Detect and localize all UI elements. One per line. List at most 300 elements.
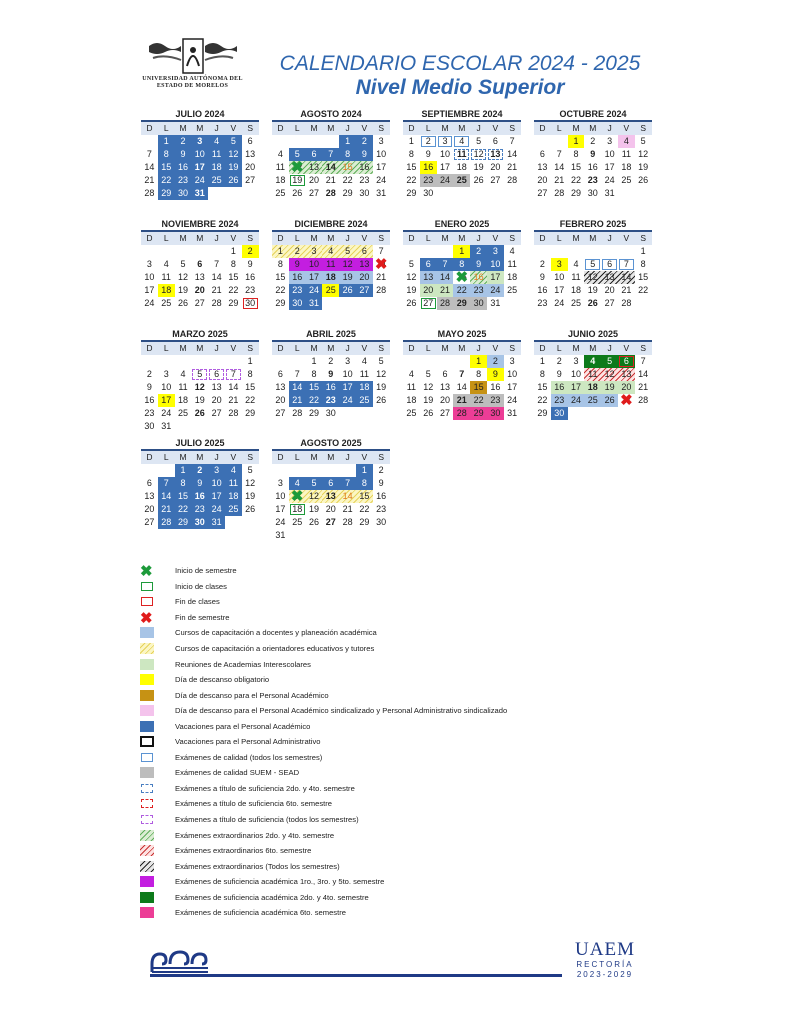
calendar-day: 19: [177, 285, 188, 295]
calendar-day: 3: [378, 136, 384, 146]
calendar-day: 5: [425, 369, 431, 379]
calendar-day: 14: [437, 271, 454, 284]
calendar-day: 9: [328, 369, 334, 379]
calendar-day: 9: [539, 272, 545, 282]
calendar-day: 5: [225, 135, 242, 148]
month-grid: [141, 230, 259, 310]
calendar-day: 27: [490, 175, 501, 185]
calendar-day: 27: [144, 517, 155, 527]
calendar-day: 17: [507, 382, 518, 392]
weekday-header: J: [470, 230, 487, 245]
legend-item: [140, 687, 640, 703]
calendar-day: 24: [161, 408, 172, 418]
legend-label: Cursos de capacitación a orientadores educativos y tutores: [175, 644, 375, 653]
calendar-day: 26: [376, 395, 387, 405]
calendar-day: 10: [208, 477, 225, 490]
month-name: JUNIO 2025: [567, 329, 619, 339]
calendar-day: 3: [277, 478, 283, 488]
calendar-day: 25: [275, 188, 286, 198]
weekday-header: V: [225, 120, 242, 135]
calendar-day: 3: [437, 135, 454, 148]
calendar-day: 4: [163, 259, 169, 269]
calendar-day: 6: [146, 478, 152, 488]
weekday-header: J: [208, 120, 225, 135]
month-grid: [534, 340, 652, 420]
calendar-day: 13: [618, 368, 635, 381]
calendar-day: 16: [470, 271, 487, 284]
calendar-day: 17: [339, 381, 356, 394]
calendar-day: 23: [191, 503, 208, 516]
legend-label: Exámenes de calidad (todos los semestres): [175, 752, 323, 762]
calendar-day: 15: [306, 381, 323, 394]
legend-item: [140, 843, 640, 859]
empty-day: [289, 464, 306, 477]
month-block: [534, 108, 652, 200]
calendar-day: 14 ✖: [373, 258, 390, 271]
legend-item: [140, 827, 640, 843]
month-grid: [141, 120, 259, 200]
weekday-header: M: [322, 449, 339, 464]
legend-swatch-icon: [140, 767, 154, 778]
calendar-day: 23: [359, 175, 370, 185]
legend-label: Exámenes extraordinarios 6to. semestre: [175, 846, 312, 856]
month-block: [403, 218, 521, 310]
calendar-day: 26: [406, 298, 417, 308]
empty-day: [551, 245, 568, 258]
legend-swatch-icon: [140, 565, 154, 576]
calendar-day: 8: [277, 259, 283, 269]
calendar-day: 19: [601, 381, 618, 394]
weekday-header: V: [225, 340, 242, 355]
weekday-header: V: [618, 120, 635, 135]
legend-swatch-icon: [140, 892, 154, 903]
legend-swatch-icon: [140, 581, 154, 592]
legend-item: [140, 563, 640, 579]
weekday-header: M: [568, 230, 585, 245]
calendar-day: 23: [175, 174, 192, 187]
calendar-day: 17: [275, 504, 286, 514]
legend-swatch-icon: [140, 907, 154, 918]
calendar-day: 20: [537, 175, 548, 185]
legend-label: Fin de clases: [175, 597, 220, 607]
calendar-day: 18: [158, 284, 175, 297]
calendar-day: 30: [376, 517, 387, 527]
calendar-day: 5: [247, 465, 253, 475]
calendar-day: 31: [306, 297, 323, 310]
empty-day: [403, 245, 420, 258]
month-grid: [403, 120, 521, 200]
calendar-day: 2: [289, 245, 306, 258]
calendar-day: 26: [423, 408, 434, 418]
calendar-day: 25: [570, 298, 581, 308]
calendar-day: 25: [621, 175, 632, 185]
calendar-day: 21: [638, 382, 649, 392]
calendar-day: 1: [568, 135, 585, 148]
calendar-day: 16: [175, 161, 192, 174]
footer-brand-line3: 2023-2029: [576, 970, 634, 979]
calendar-day: 21: [325, 175, 336, 185]
calendar-day: 22: [406, 175, 417, 185]
month-block: [272, 437, 390, 542]
footer-wave-logo-icon: [150, 942, 210, 972]
empty-day: [191, 245, 208, 258]
calendar-day: 30: [359, 188, 370, 198]
weekday-header: L: [158, 340, 175, 355]
month-grid: [272, 340, 390, 420]
calendar-day: 30: [144, 421, 155, 431]
calendar-day: 7: [158, 477, 175, 490]
calendar-day: 15: [175, 490, 192, 503]
calendar-day: 1: [247, 356, 253, 366]
calendar-day: 29: [228, 298, 239, 308]
calendar-day: 1: [640, 246, 646, 256]
legend-label: Día de descanso para el Personal Académico sindicalizado y Personal Administrativo sindicalizado: [175, 706, 508, 716]
calendar-day: 23: [322, 394, 339, 407]
calendar-day: 21: [376, 272, 387, 282]
calendar-day: 2: [420, 135, 437, 148]
calendar-day: 10: [604, 149, 615, 159]
calendar-day: 8: [408, 149, 414, 159]
weekday-header: L: [289, 230, 306, 245]
calendar-day: 2: [175, 135, 192, 148]
weekday-header: L: [158, 120, 175, 135]
legend-swatch-icon: [140, 674, 154, 685]
calendar-day: 15: [406, 162, 417, 172]
month-name: MARZO 2025: [172, 329, 228, 339]
calendar-day: 29: [158, 187, 175, 200]
calendar-day: 6: [618, 355, 635, 368]
calendar-day: 7: [225, 368, 242, 381]
calendar-day: 22: [306, 394, 323, 407]
legend-item: [140, 858, 640, 874]
weekday-header: S: [504, 120, 521, 135]
legend-label: Exámenes extraordinarios (Todos los semestres): [175, 861, 340, 871]
calendar-day: 18: [584, 381, 601, 394]
empty-day: [437, 245, 454, 258]
weekday-header: M: [191, 340, 208, 355]
calendar-day: 26: [638, 175, 649, 185]
calendar-subtitle: Nivel Medio Superior: [355, 76, 565, 99]
legend-swatch-icon: [140, 659, 154, 670]
month-name: MAYO 2025: [437, 329, 487, 339]
weekday-header: D: [272, 120, 289, 135]
calendar-day: 31: [208, 516, 225, 529]
empty-day: [420, 355, 437, 368]
calendar-day: 21: [453, 394, 470, 407]
legend-item: [140, 812, 640, 828]
calendar-day: 3: [607, 136, 613, 146]
calendar-day: 9: [289, 258, 306, 271]
calendar-day: 22: [342, 175, 353, 185]
empty-day: [289, 135, 306, 148]
calendar-day: 18: [275, 175, 286, 185]
calendar-day: 16: [356, 161, 373, 174]
weekday-header: M: [453, 230, 470, 245]
legend-swatch-icon: [140, 830, 154, 841]
calendar-day: 22: [158, 174, 175, 187]
page-title: [260, 52, 660, 100]
calendar-day: 9: [191, 477, 208, 490]
month-name: JULIO 2024: [175, 109, 225, 119]
weekday-header: L: [420, 120, 437, 135]
calendar-day: 24: [487, 284, 504, 297]
calendar-day: 1: [272, 245, 289, 258]
calendar-day: 16: [245, 272, 256, 282]
calendar-day: 17: [144, 285, 155, 295]
calendar-day: 20: [144, 504, 155, 514]
calendar-day: 16: [144, 395, 155, 405]
calendar-day: 14: [339, 490, 356, 503]
calendar-day: 9: [590, 149, 596, 159]
month-name: OCTUBRE 2024: [559, 109, 627, 119]
legend-label: Inicio de semestre: [175, 566, 237, 576]
calendar-day: 14: [507, 149, 518, 159]
calendar-day: 14: [144, 162, 155, 172]
calendar-day: 3: [146, 259, 152, 269]
month-name: DICIEMBRE 2024: [294, 219, 368, 229]
weekday-header: L: [420, 230, 437, 245]
legend-label: Vacaciones para el Personal Académico: [175, 721, 311, 731]
university-logo: [140, 36, 245, 100]
legend-label: Exámenes a título de suficiencia 6to. semestre: [175, 799, 333, 809]
calendar-day: 29: [359, 517, 370, 527]
calendar-day: 18: [406, 395, 417, 405]
calendar-day: 11: [571, 272, 581, 282]
calendar-day: 23: [420, 174, 437, 187]
empty-day: [551, 135, 568, 148]
calendar-day: 25: [453, 174, 470, 187]
month-block: [141, 108, 259, 200]
calendar-day: 18: [225, 490, 242, 503]
calendar-day: 26: [587, 298, 598, 308]
calendar-day: 12: [245, 478, 256, 488]
month-grid: [272, 449, 390, 542]
calendar-day: 18: [507, 272, 518, 282]
legend-item: [140, 718, 640, 734]
weekday-header: D: [403, 340, 420, 355]
weekday-header: M: [584, 230, 601, 245]
calendar-day: 10: [376, 149, 387, 159]
month-block: [141, 437, 259, 529]
calendar-day: 4: [322, 245, 339, 258]
calendar-day: 22: [175, 503, 192, 516]
calendar-day: 30: [325, 408, 336, 418]
weekday-header: M: [306, 449, 323, 464]
calendar-day: 27: [537, 188, 548, 198]
calendar-day: 27: [308, 188, 319, 198]
calendar-day: 13: [420, 271, 437, 284]
calendar-day: 6: [601, 258, 618, 271]
calendar-day: 20: [325, 504, 336, 514]
calendar-day: 28: [325, 188, 336, 198]
calendar-day: 5: [378, 356, 384, 366]
calendar-day: 19: [423, 395, 434, 405]
legend-label: Exámenes de suficiencia académica 6to. semestre: [175, 908, 346, 918]
legend-item: [140, 594, 640, 610]
calendar-day: 7: [214, 259, 220, 269]
empty-day: [322, 135, 339, 148]
legend-swatch-icon: [140, 705, 154, 716]
calendar-day: 12: [470, 148, 487, 161]
calendar-day: 17: [306, 271, 323, 284]
weekday-header: V: [225, 449, 242, 464]
calendar-day: 25: [177, 408, 188, 418]
month-grid: [272, 120, 390, 200]
weekday-header: J: [208, 340, 225, 355]
calendar-day: 26: [292, 188, 303, 198]
calendar-day: 6: [208, 368, 225, 381]
empty-day: [403, 355, 420, 368]
empty-day: [272, 464, 289, 477]
month-name: AGOSTO 2025: [300, 438, 362, 448]
month-block: [272, 218, 390, 310]
calendar-day: 9: [487, 368, 504, 381]
empty-day: [289, 355, 306, 368]
month-name: ABRIL 2025: [306, 329, 356, 339]
calendar-day: 26: [308, 517, 319, 527]
calendar-day: 27: [211, 408, 222, 418]
weekday-header: S: [373, 340, 390, 355]
calendar-day: 4: [361, 356, 367, 366]
weekday-header: S: [373, 120, 390, 135]
calendar-day: 7: [339, 477, 356, 490]
calendar-day: 19: [339, 271, 356, 284]
calendar-day: 14: [554, 162, 565, 172]
calendar-day: 29: [406, 188, 417, 198]
empty-day: [175, 355, 192, 368]
calendar-day: 15: [470, 381, 487, 394]
calendar-day: 21: [289, 394, 306, 407]
weekday-header: M: [191, 230, 208, 245]
calendar-day: 24: [604, 175, 615, 185]
calendar-day: 12: [306, 490, 323, 503]
calendar-day: 23: [376, 504, 387, 514]
calendar-day: 21: [621, 285, 632, 295]
legend-item: [140, 889, 640, 905]
weekday-header: V: [356, 449, 373, 464]
calendar-day: 2: [378, 465, 384, 475]
calendar-day: 19: [225, 161, 242, 174]
weekday-header: L: [158, 449, 175, 464]
empty-day: [534, 245, 551, 258]
calendar-day: 20: [308, 175, 319, 185]
calendar-day: 29: [308, 408, 319, 418]
calendar-day: 10: [191, 148, 208, 161]
calendar-day: 5: [601, 355, 618, 368]
month-name: JULIO 2025: [175, 438, 225, 448]
empty-day: [175, 245, 192, 258]
calendar-day: 28: [342, 517, 353, 527]
month-name: SEPTIEMBRE 2024: [421, 109, 503, 119]
calendar-day: 11: [406, 382, 417, 392]
calendar-day: 26: [194, 408, 205, 418]
calendar-day: 19: [587, 285, 598, 295]
legend-item: [140, 750, 640, 766]
calendar-day: 24: [144, 298, 155, 308]
weekday-header: D: [141, 230, 158, 245]
calendar-day: 13: [487, 148, 504, 161]
weekday-header: S: [373, 449, 390, 464]
calendar-day: 28: [376, 285, 387, 295]
calendar-day: 24: [208, 503, 225, 516]
calendar-day: 20: [420, 284, 437, 297]
calendar-day: 14: [289, 381, 306, 394]
calendar-day: 24: [507, 395, 518, 405]
calendar-day: 5: [191, 368, 208, 381]
calendar-day: 10: [306, 258, 323, 271]
calendar-day: 31: [161, 421, 172, 431]
calendar-day: 24: [191, 174, 208, 187]
calendar-day: 14: [228, 382, 239, 392]
calendar-day: 30: [289, 297, 306, 310]
calendar-day: 3: [306, 245, 323, 258]
weekday-header: S: [504, 340, 521, 355]
weekday-header: J: [339, 120, 356, 135]
calendar-day: 12: [194, 382, 205, 392]
calendar-day: 16: [376, 491, 387, 501]
calendar-day: 10: [554, 272, 565, 282]
calendar-day: 13: [275, 382, 286, 392]
calendar-day: 22: [359, 504, 370, 514]
calendar-day: 9: [470, 258, 487, 271]
month-block: [403, 328, 521, 420]
calendar-day: 2: [487, 355, 504, 368]
legend-label: Exámenes de suficiencia académica 2do. y 4to. semestre: [175, 892, 369, 902]
calendar-day: 3: [487, 245, 504, 258]
calendar-day: 25: [322, 284, 339, 297]
calendar-day: 11: [359, 369, 370, 379]
calendar-day: 31: [275, 530, 286, 540]
calendar-day: 6: [306, 148, 323, 161]
calendar-day: 8: [230, 259, 236, 269]
weekday-header: M: [453, 120, 470, 135]
empty-day: [141, 464, 158, 477]
legend-item: [140, 610, 640, 626]
weekday-header: V: [618, 230, 635, 245]
weekday-header: M: [306, 120, 323, 135]
calendar-day: 20: [211, 395, 222, 405]
calendar-day: 30: [487, 407, 504, 420]
legend-swatch-icon: [140, 643, 154, 654]
weekday-header: V: [356, 340, 373, 355]
calendar-day: 22: [638, 285, 649, 295]
empty-day: [158, 355, 175, 368]
month-grid: [141, 449, 259, 529]
calendar-day: 9: [556, 369, 562, 379]
calendar-day: 25: [208, 174, 225, 187]
calendar-day: 6: [356, 245, 373, 258]
calendar-day: 25: [161, 298, 172, 308]
calendar-day: 24: [376, 175, 387, 185]
calendar-day: 13: [356, 258, 373, 271]
calendar-day: 26: [225, 174, 242, 187]
legend-swatch-icon: [140, 783, 154, 794]
calendar-day: 23: [470, 284, 487, 297]
weekday-header: J: [601, 120, 618, 135]
calendar-day: 30: [551, 407, 568, 420]
empty-day: [437, 355, 454, 368]
calendar-day: 27: [245, 175, 256, 185]
calendar-day: 28: [453, 407, 470, 420]
legend-item: [140, 641, 640, 657]
calendar-day: 14: [158, 490, 175, 503]
calendar-day: 23: [245, 285, 256, 295]
calendar-day: 18: [208, 161, 225, 174]
calendar-day: 6: [322, 477, 339, 490]
calendar-day: 2: [242, 245, 259, 258]
weekday-header: D: [141, 340, 158, 355]
calendar-day: 7: [322, 148, 339, 161]
